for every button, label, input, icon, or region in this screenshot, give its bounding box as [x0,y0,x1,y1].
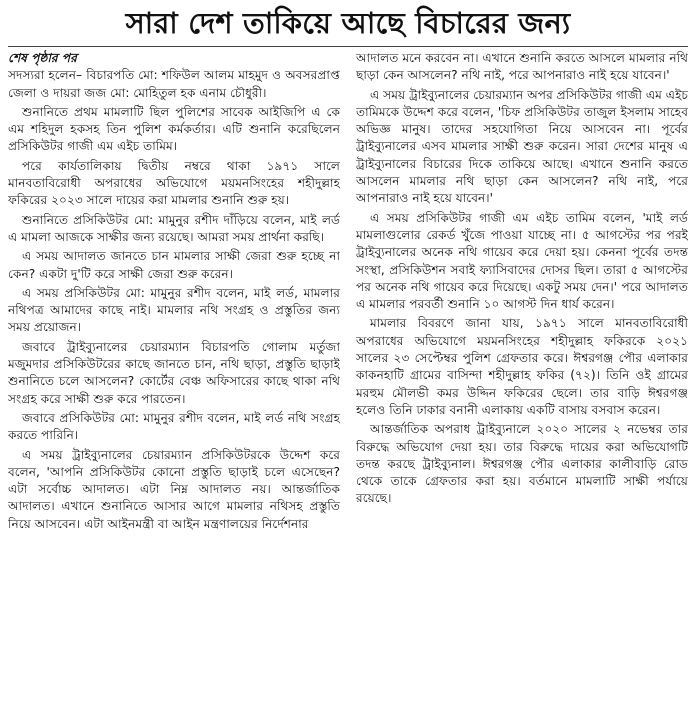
paragraph: আদালত মনে করবেন না। এখানে শুনানি করতে আসলে মামলার নথি ছাড়া কেন আসলেন? নথি নাই, পরে আপনারাও নাই হয়ে যাবেন।' [356,51,688,83]
headline-divider [8,46,688,47]
paragraph: আন্তর্জাতিক অপরাধ ট্রাইব্যুনালে ২০২০ সালের ২ নভেম্বর তার বিরুদ্ধে অভিযোগ দেয়া হয়। তার বিরুদ্ধে দায়ের করা অভিযোগটি তদন্ত করছে ট্রাইব্যুনাল। ঈশ্বরগঞ্জ পৌর এলাকার কালীবাড়ি রোড থেকে তাকে গ্রেফতার করা হয়। বর্তমানে মামলাটি সাক্ষী পর্যায়ে রয়েছে। [356,422,688,506]
continuation-kicker: শেষ পৃষ্ঠার পর [8,51,77,65]
headline: সারা দেশ তাকিয়ে আছে বিচারের জন্য [125,6,571,40]
paragraph: সদস্যরা হলেন– বিচারপতি মো: শফিউল আলম মাহমুদ ও অবসরপ্রাপ্ত জেলা ও দায়রা জজ মো: মোহিতুল হক এনাম চৌধুরী। [8,68,340,100]
paragraph: মামলার বিবরণে জানা যায়, ১৯৭১ সালে মানবতাবিরোধী অপরাধের অভিযোগে ময়মনসিংহের শহীদুল্লাহ ফকিরকে ২০২১ সালের ২৩ সেপ্টেম্বর পুলিশ গ্রেফতার করে। ঈশ্বরগঞ্জ পৌর এলাকার কাকনহাটি গ্রামের বাসিন্দা শহীদুল্লাহ ফকির (৭২)। তিনি ওই গ্রামের মরহুম মৌলভী কমর উদ্দিন ফকিরের ছেলে। তার বাড়ি ঈশ্বরগঞ্জ হলেও তিনি ঢাকার বনানী এলাকায় একটি বাসায় বসবাস করেন। [356,316,688,417]
paragraph: এ সময় প্রসিকিউটর গাজী এম এইচ তামিম বলেন, 'মাই লর্ড মামলাগুলোর রেকর্ড খুঁজে পাওয়া যাচ্ছে না। ৫ আগস্টের পর পরই ট্রাইব্যুনালের অনেক নথি গায়েব করে দেয়া হয়। কেননা পূর্বের তদন্ত সংস্থা, প্রসিকিউশন সবাই ফ্যাসিবাদের দোসর ছিল। তারা ৫ আগস্টের পর অনেক নথি গায়েব করে দিয়েছে। একটু সময় দেন।' পরে আদালত এ মামলার পরবর্তী শুনানি ১০ আগস্ট দিন ধার্য করেন। [356,210,688,312]
paragraph: এ সময় প্রসিকিউটর মো: মামুনুর রশীদ বলেন, মাই লর্ড, মামলার নথিপত্র আমাদের কাছে নাই। মামলার নথি সংগ্রহ ও প্রস্তুতির জন্য সময় প্রয়োজন। [8,285,340,335]
paragraph: জবাবে প্রসিকিউটর মো: মামুনুর রশীদ বলেন, মাই লর্ড নথি সংগ্রহ করতে পারিনি। [8,410,340,443]
paragraph: শুনানিতে প্রসিকিউটর মো: মামুনুর রশীদ দাঁড়িয়ে বলেন, মাই লর্ড এ মামলা আজকে সাক্ষীর জন্য রয়েছে। আমরা সময় প্রার্থনা করছি। [8,212,340,244]
paragraph: এ সময় ট্রাইব্যুনালের চেয়ারম্যান প্রসিকিউটরকে উদ্দেশ করে বলেন, 'আপনি প্রসিকিউটর কোনো প্রস্তুতি ছাড়াই চলে এসেছেন? এটা সর্বোচ্চ আদালত। এটা নিম্ন আদালত নয়। আন্তর্জাতিক আদালত। এখানে শুনানিতে আসার আগে মামলার নথিসহ প্রস্তুতি নিয়ে আসবেন। এটা আইনমন্ত্রী বা আইন মন্ত্রণালয়ের নির্দেশনার [8,447,340,531]
paragraph: পরে কার্যতালিকায় দ্বিতীয় নম্বরে থাকা ১৯৭১ সালে মানবতাবিরোধী অপরাধের অভিযোগে ময়মনসিংহের শহীদুল্লাহ ফকিরের ২০২৩ সালে দায়ের করা মামলার শুনানি শুরু হয়। [8,158,340,208]
left-column [8,50,340,702]
paragraph: জবাবে ট্রাইব্যুনালের চেয়ারম্যান বিচারপতি গোলাম মর্তুজা মজুমদার প্রসিকিউটরের কাছে জানতে চান, নথি ছাড়া, প্রস্তুতি ছাড়াই শুনানিতে চলে আসলেন? কোর্টের বেঞ্চ অফিসারের কাছে থাকা নথি সংগ্রহ করে সাক্ষী শুরু করে পারতেন। [8,339,340,406]
right-column [356,50,688,702]
article-body [8,50,688,702]
paragraph: এ সময় আদালত জানতে চান মামলার সাক্ষী জেরা শুরু হচ্ছে না কেন? একটা দু'টি করে সাক্ষী জেরা শুরু করেন। [8,249,340,281]
paragraph: এ সময় ট্রাইব্যুনালের চেয়ারম্যান অপর প্রসিকিউটর গাজী এম এইচ তামিমকে উদ্দেশ করে বলেন, 'চিফ প্রসিকিউটর তাজুল ইসলাম সাহেব অভিজ্ঞ মানুষ। তাদের সহযোগিতা নিয়ে আসবেন না। পূর্বের ট্রাইব্যুনালের এসব মামলার সাক্ষী শুরু করেন। সারা দেশের মানুষ এ ট্রাইব্যুনালের বিচারের দিকে তাকিয়ে আছে। এখানে শুনানি করতে আসলেন মামলার নথি ছাড়া কেন আসলেন? নথি নাই, পরে আপনারাও নাই হয়ে যাবেন।' [356,87,688,206]
paragraph: শুনানিতে প্রথম মামলাটি ছিল পুলিশের সাবেক আইজিপি এ কে এম শহিদুল হকসহ তিন পুলিশ কর্মকর্তার। এটি শুনানি করেছিলেন প্রসিকিউটর গাজী এম এইচ তামিম। [8,104,340,154]
